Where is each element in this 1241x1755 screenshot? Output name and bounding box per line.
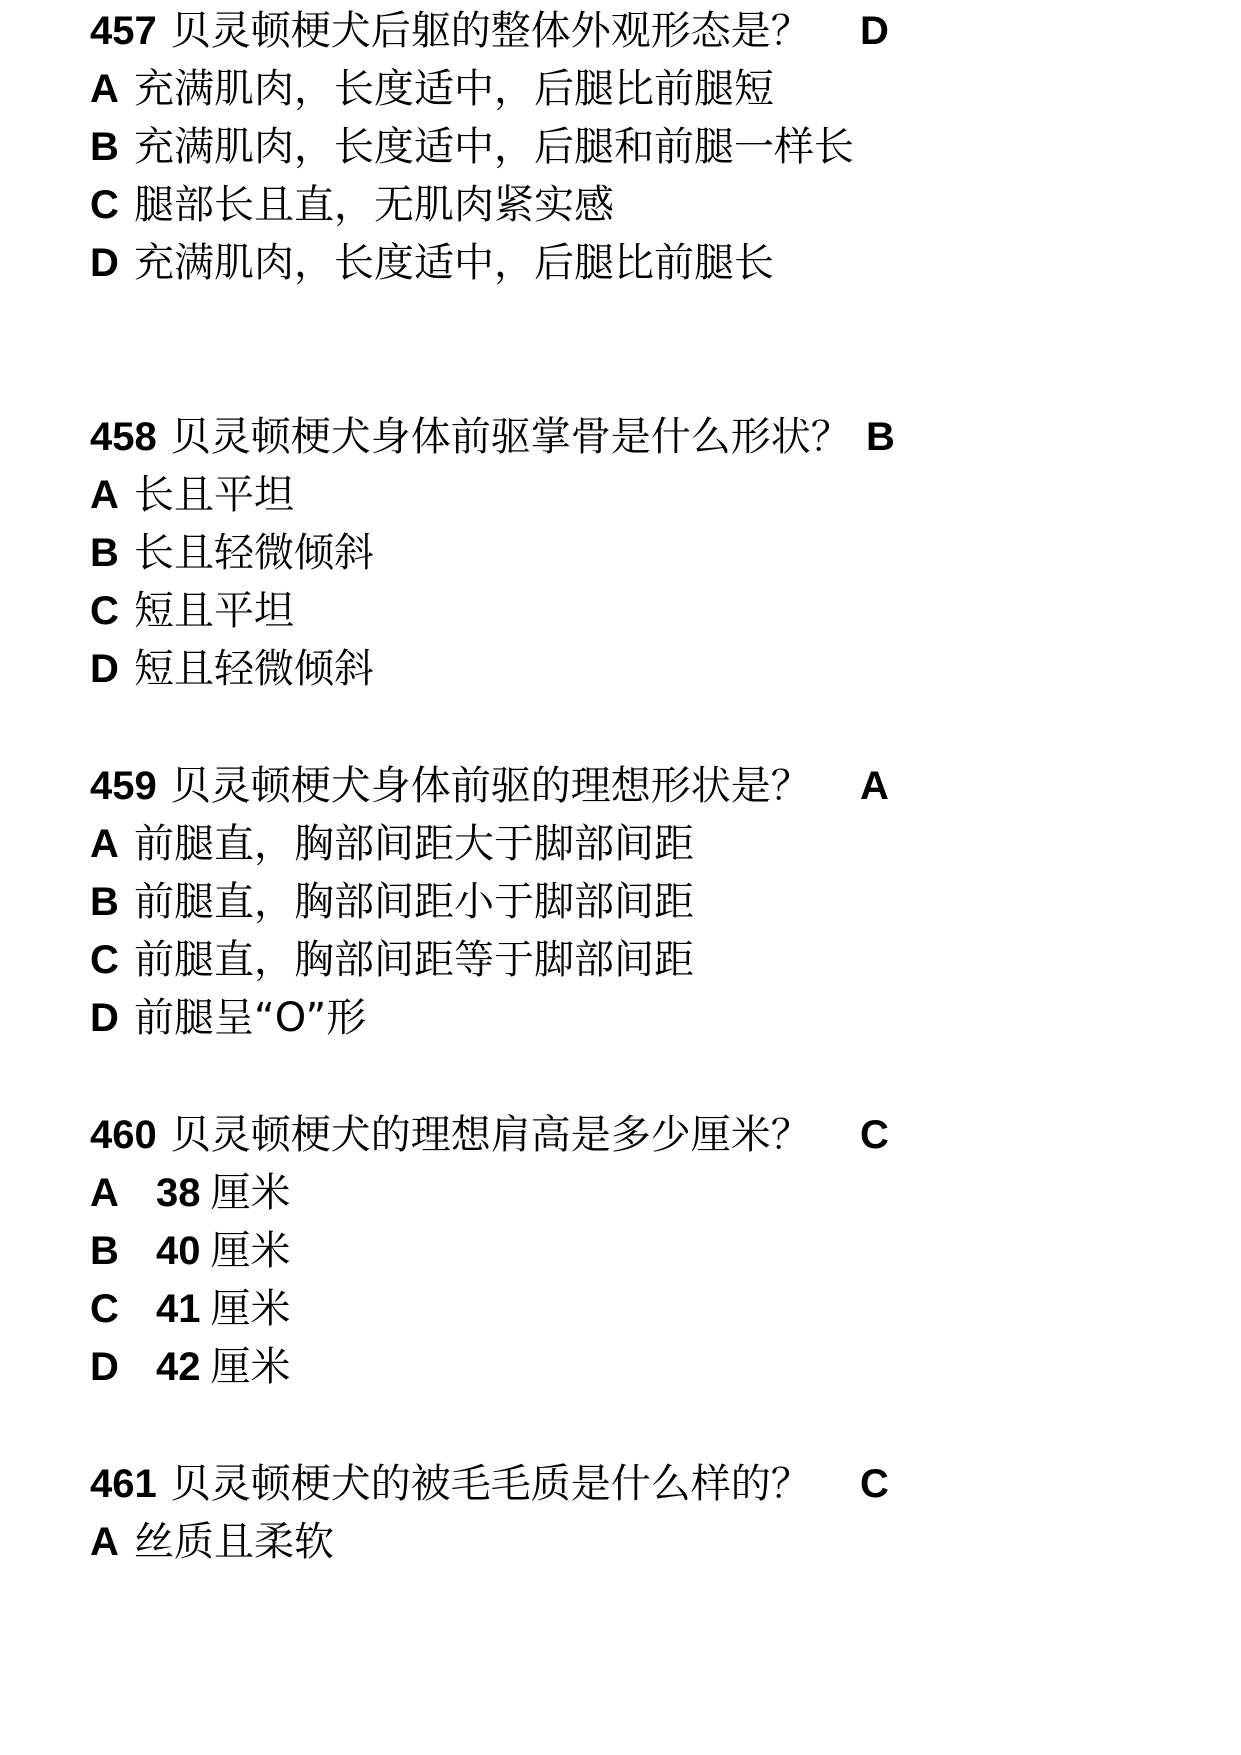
option-text: 充满肌肉，长度适中，后腿和前腿一样长 [134,124,854,170]
question-number: 460 [90,1113,157,1157]
option-letter: A [90,1520,119,1564]
answer-key: B [866,415,895,459]
answer-key: C [860,1113,889,1157]
option-text: 前腿直，胸部间距等于脚部间距 [134,937,694,983]
question-block [90,408,1090,698]
option-text: 丝质且柔软 [134,1519,334,1565]
answer-key: A [860,764,889,808]
option-letter: C [90,589,119,633]
option-text: 长且轻微倾斜 [134,530,374,576]
question-block [90,757,1090,1047]
question-line [90,1455,1090,1513]
option-letter: D [90,996,119,1040]
answer-key: D [860,9,889,53]
option-line [90,524,1090,582]
option-letter: A [90,67,119,111]
option-line [90,466,1090,524]
option-letter: B [90,125,119,169]
question-block [90,2,1090,292]
option-line [90,873,1090,931]
option-line [90,234,1090,292]
option-line [90,1513,1090,1571]
option-letter: D [90,241,119,285]
option-number: 40 [156,1229,201,1273]
question-line [90,757,1090,815]
option-text: 厘米 [210,1344,291,1390]
question-block [90,1106,1090,1396]
option-text: 短且轻微倾斜 [134,646,374,692]
option-letter: B [90,531,119,575]
option-line [90,1338,1090,1396]
option-letter: D [90,647,119,691]
option-line [90,60,1090,118]
option-text: 前腿直，胸部间距大于脚部间距 [134,821,694,867]
question-text: 贝灵顿梗犬的被毛毛质是什么样的？ [170,1461,811,1507]
option-letter: B [90,1229,119,1273]
option-letter: C [90,1287,119,1331]
question-number: 461 [90,1462,157,1506]
option-letter: A [90,1171,119,1215]
option-line [90,640,1090,698]
option-text: 充满肌肉，长度适中，后腿比前腿长 [134,240,774,286]
option-letter: C [90,938,119,982]
option-text: 厘米 [210,1170,291,1216]
option-line [90,989,1090,1047]
question-number: 459 [90,764,157,808]
question-number: 458 [90,415,157,459]
option-line [90,118,1090,176]
question-text: 贝灵顿梗犬身体前驱的理想形状是？ [170,763,811,809]
option-line [90,176,1090,234]
answer-key: C [860,1462,889,1506]
option-letter: C [90,183,119,227]
option-letter: A [90,822,119,866]
option-line [90,1280,1090,1338]
option-number: 38 [156,1171,201,1215]
option-line [90,1164,1090,1222]
option-line [90,582,1090,640]
option-text: 短且平坦 [134,588,294,634]
question-line [90,2,1090,60]
option-letter: A [90,473,119,517]
option-text: 充满肌肉，长度适中，后腿比前腿短 [134,66,774,112]
question-line [90,408,1090,466]
option-number: 41 [156,1287,201,1331]
question-number: 457 [90,9,157,53]
question-text: 贝灵顿梗犬身体前驱掌骨是什么形状？ [170,414,851,460]
option-text: 长且平坦 [134,472,294,518]
option-text: 厘米 [210,1286,291,1332]
option-text: 前腿直，胸部间距小于脚部间距 [134,879,694,925]
option-letter: D [90,1345,119,1389]
question-text: 贝灵顿梗犬的理想肩高是多少厘米？ [170,1112,811,1158]
option-line [90,815,1090,873]
question-block [90,1455,1090,1571]
option-text: 腿部长且直，无肌肉紧实感 [134,182,614,228]
option-line [90,1222,1090,1280]
option-number: 42 [156,1345,201,1389]
option-letter: B [90,880,119,924]
option-line [90,931,1090,989]
question-line [90,1106,1090,1164]
option-text: 厘米 [210,1228,291,1274]
option-text: 前腿呈“O”形 [134,995,367,1041]
question-text: 贝灵顿梗犬后躯的整体外观形态是？ [170,8,811,54]
